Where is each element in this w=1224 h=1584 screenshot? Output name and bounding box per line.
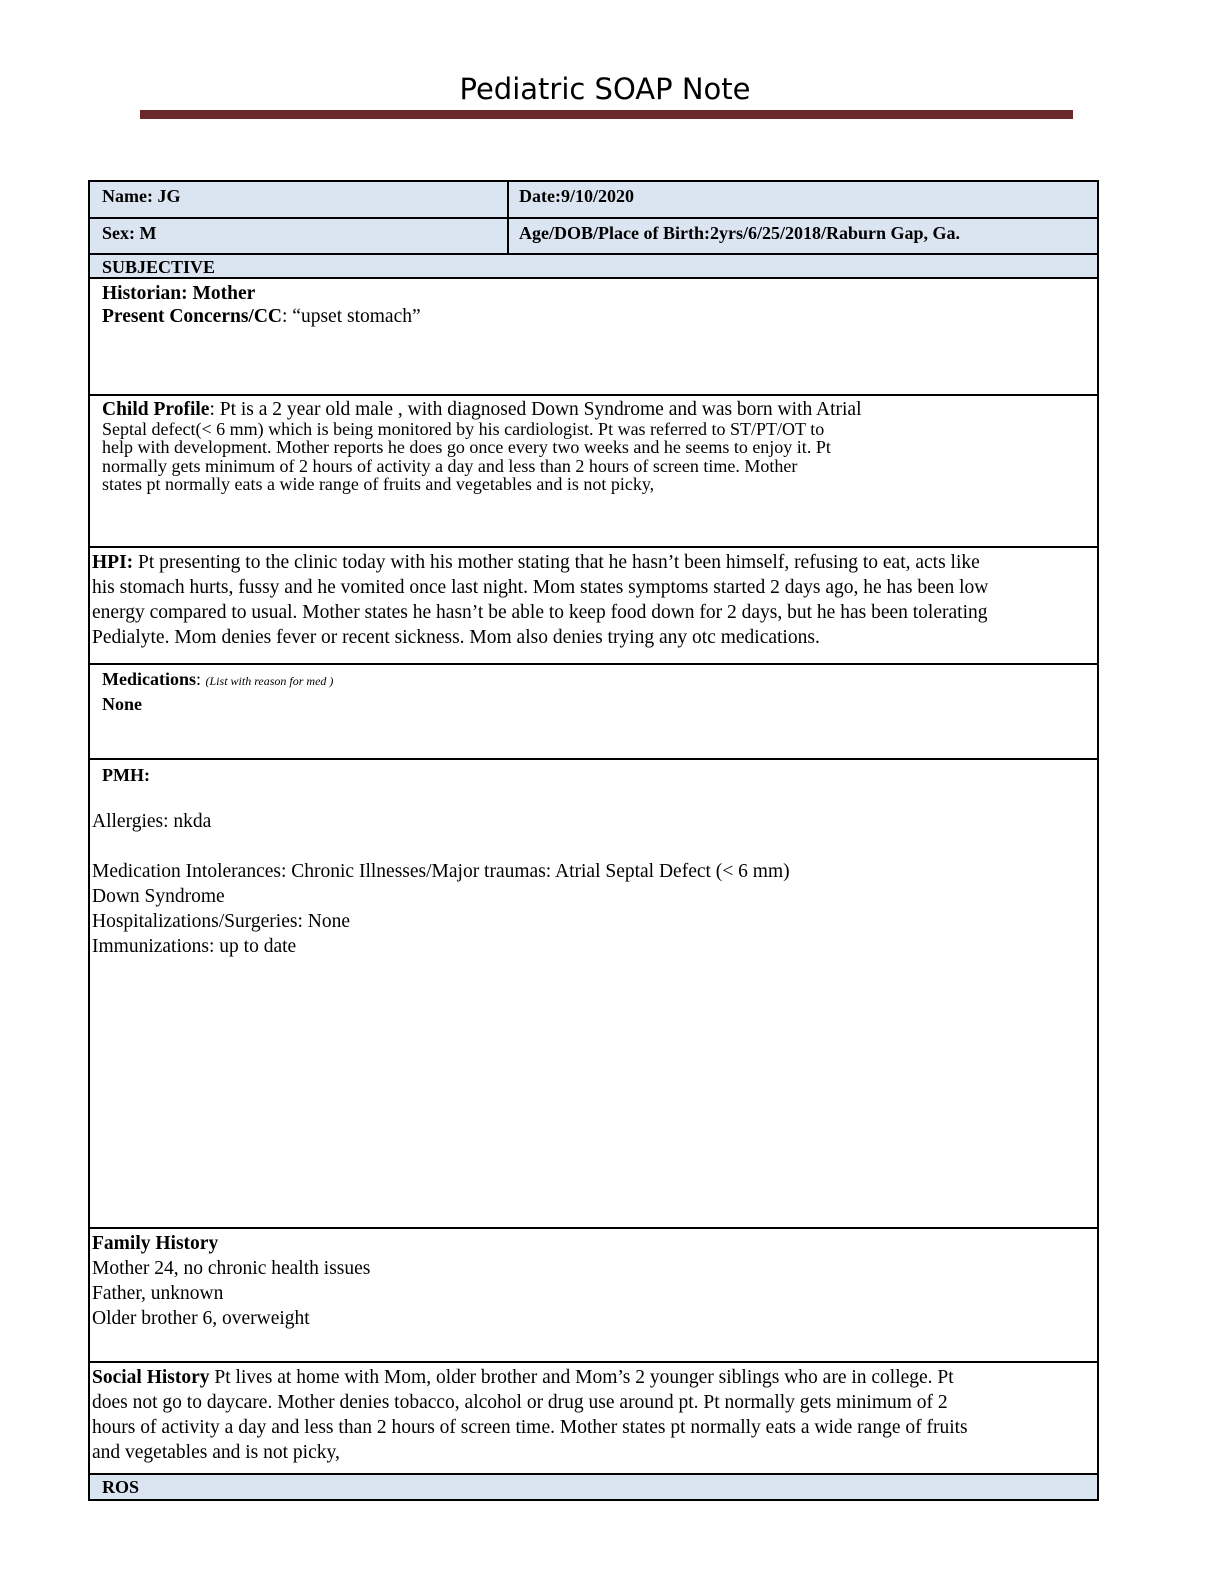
ros-header: ROS [90, 1475, 1097, 1499]
soap-form [88, 180, 1099, 1501]
child-profile-line-1: Child Profile: Pt is a 2 year old male , with diagnosed Down Syndrome and was born with Atrial [102, 399, 862, 420]
pmh-line-4: Immunizations: up to date [92, 936, 297, 957]
child-profile-line-2: Septal defect(< 6 mm) which is being monitored by his cardiologist. Pt was referred to ST/PT/OT to [102, 418, 825, 439]
chief-complaint [90, 305, 1097, 328]
family-history-line-1: Mother 24, no chronic health issues [92, 1258, 371, 1279]
social-history-line-3: hours of activity a day and less than 2 hours of screen time. Mother states pt normally eats a wide range of fruits [92, 1417, 968, 1438]
social-history-line-2: does not go to daycare. Mother denies tobacco, alcohol or drug use around pt. Pt normally gets minimum of 2 [92, 1392, 948, 1413]
family-history-label: Family History [92, 1233, 219, 1254]
medications-label: Medications [102, 669, 196, 689]
family-history-line-3: Older brother 6, overweight [92, 1308, 310, 1329]
social-history-line-4: and vegetables and is not picky, [92, 1442, 340, 1463]
allergies: Allergies: nkda [92, 811, 212, 832]
medications-hint: (List with reason for med ) [205, 674, 334, 688]
pmh-section [90, 760, 1097, 1229]
cc-value: : “upset stomach” [282, 306, 421, 327]
hpi-label: HPI: [92, 552, 134, 573]
patient-row-1 [90, 182, 1097, 219]
hpi-line-1: HPI: Pt presenting to the clinic today with his mother stating that he hasn’t been himself, refusing to eat, acts like [92, 552, 980, 573]
cc-label: Present Concerns/CC [102, 306, 282, 327]
visit-date: Date:9/10/2020 [519, 186, 634, 206]
title-divider [140, 110, 1073, 119]
child-profile-section [90, 396, 1097, 548]
hpi-line-2: his stomach hurts, fussy and he vomited once last night. Mom states symptoms started 2 days ago, he has been low [92, 577, 989, 598]
child-profile-line-3: help with development. Mother reports he does go once every two weeks and he seems to enjoy it. Pt [102, 437, 831, 457]
subjective-header: SUBJECTIVE [90, 255, 1097, 279]
patient-age-dob-pob: Age/DOB/Place of Birth:2yrs/6/25/2018/Raburn Gap, Ga. [519, 223, 960, 243]
family-history-line-2: Father, unknown [92, 1283, 224, 1304]
subjective-section [90, 279, 1097, 396]
pmh-line-2: Down Syndrome [92, 886, 225, 907]
family-history-section [90, 1229, 1097, 1363]
medications-section [90, 665, 1097, 760]
social-history-line-1: Social History Pt lives at home with Mom, older brother and Mom’s 2 younger siblings who are in college. Pt [92, 1367, 954, 1388]
historian: Historian: Mother [102, 283, 256, 304]
pmh-line-1: Medication Intolerances: Chronic Illnesses/Major traumas: Atrial Septal Defect (< 6 mm) [92, 861, 790, 882]
social-history-label: Social History [92, 1367, 210, 1388]
patient-row-2 [90, 219, 1097, 255]
child-profile-line-5: states pt normally eats a wide range of fruits and vegetables and is not picky, [102, 474, 655, 494]
child-profile-line-4: normally gets minimum of 2 hours of activity a day and less than 2 hours of screen time. Mother [102, 455, 798, 476]
page-title: Pediatric SOAP Note [459, 72, 751, 106]
patient-sex: Sex: M [90, 219, 509, 253]
medications-value: None [102, 694, 142, 714]
social-history-section [90, 1363, 1097, 1475]
hpi-section [90, 548, 1097, 665]
hpi-line-4: Pedialyte. Mom denies fever or recent sickness. Mom also denies trying any otc medications. [92, 627, 820, 648]
pmh-details [90, 859, 1097, 959]
pmh-line-3: Hospitalizations/Surgeries: None [92, 911, 350, 932]
patient-name: Name: JG [90, 182, 509, 217]
child-profile-label: Child Profile [102, 399, 210, 420]
pmh-label: PMH: [102, 765, 150, 785]
hpi-line-3: energy compared to usual. Mother states he hasn’t be able to keep food down for 2 days, but he has been tolerating [92, 602, 988, 623]
medications-heading: Medications: (List with reason for med ) [102, 669, 334, 689]
